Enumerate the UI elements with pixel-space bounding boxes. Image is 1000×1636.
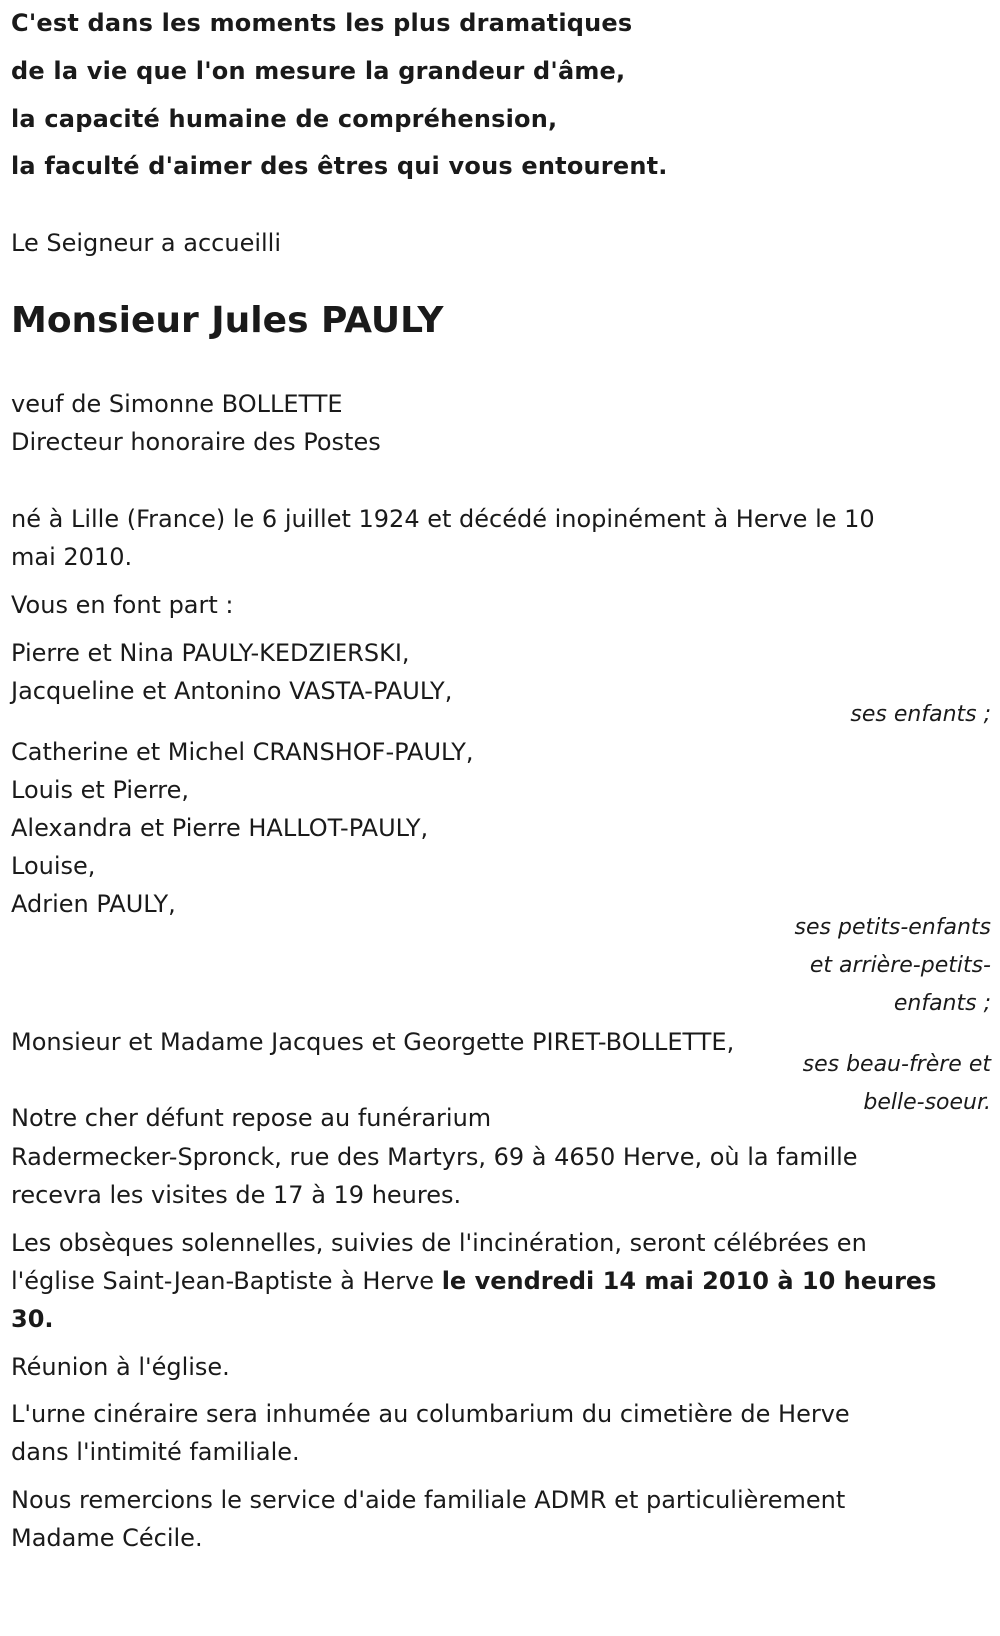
- urn-line-2: dans l'intimité familiale.: [11, 1438, 300, 1466]
- relation-children: ses enfants ;: [850, 702, 991, 727]
- funerarium-line-3: recevra les visites de 17 à 19 heures.: [11, 1181, 462, 1209]
- relation-grandchildren-line-3: enfants ;: [893, 991, 991, 1016]
- funerarium-line-1: Notre cher défunt repose au funérarium: [11, 1104, 492, 1132]
- quote-line-2: de la vie que l'on mesure la grandeur d'âme,: [11, 57, 626, 85]
- family-member: Alexandra et Pierre HALLOT-PAULY,: [11, 814, 429, 842]
- funeral-line-3: [11, 1304, 54, 1334]
- funeral-church: l'église Saint-Jean-Baptiste à Herve: [11, 1267, 442, 1295]
- quote-line-1: C'est dans les moments les plus dramatiques: [11, 9, 633, 37]
- family-member: Jacqueline et Antonino VASTA-PAULY,: [11, 677, 453, 705]
- funeral-date: le vendredi 14 mai 2010 à 10 heures: [441, 1267, 937, 1295]
- relation-grandchildren-line-2: et arrière-petits-: [809, 953, 991, 978]
- intro-text: Le Seigneur a accueilli: [11, 229, 282, 257]
- birth-death-line-1: né à Lille (France) le 6 juillet 1924 et décédé inopinément à Herve le 10: [11, 505, 875, 533]
- birth-death-line-2: mai 2010.: [11, 543, 133, 571]
- thanks-line-2: Madame Cécile.: [11, 1524, 203, 1552]
- deceased-name: Monsieur Jules PAULY: [11, 300, 444, 341]
- family-member: Louis et Pierre,: [11, 776, 190, 804]
- family-member: Louise,: [11, 852, 96, 880]
- family-member: Monsieur et Madame Jacques et Georgette PIRET-BOLLETTE,: [11, 1028, 735, 1056]
- urn-line-1: L'urne cinéraire sera inhumée au columbarium du cimetière de Herve: [11, 1400, 850, 1428]
- quote-line-4: la faculté d'aimer des êtres qui vous entourent.: [11, 152, 668, 180]
- family-member: Catherine et Michel CRANSHOF-PAULY,: [11, 738, 474, 766]
- professional-title: Directeur honoraire des Postes: [11, 428, 381, 456]
- funerarium-line-2: Radermecker-Spronck, rue des Martyrs, 69 à 4650 Herve, où la famille: [11, 1143, 858, 1171]
- announcement: Vous en font part :: [11, 591, 234, 619]
- quote-line-3: la capacité humaine de compréhension,: [11, 105, 558, 133]
- thanks-line-1: Nous remercions le service d'aide familiale ADMR et particulièrement: [11, 1486, 846, 1514]
- family-member: Adrien PAULY,: [11, 890, 176, 918]
- funeral-time: 30.: [11, 1305, 54, 1333]
- family-member: Pierre et Nina PAULY-KEDZIERSKI,: [11, 639, 410, 667]
- funeral-line-1: Les obsèques solennelles, suivies de l'incinération, seront célébrées en: [11, 1229, 867, 1257]
- obituary-notice: [11, 0, 991, 1636]
- relation-in-laws-line-2: belle-soeur.: [863, 1090, 991, 1115]
- meeting-place: Réunion à l'église.: [11, 1353, 230, 1381]
- widower-of: veuf de Simonne BOLLETTE: [11, 390, 343, 418]
- relation-in-laws-line-1: ses beau-frère et: [802, 1052, 991, 1077]
- relation-grandchildren-line-1: ses petits-enfants: [794, 915, 991, 940]
- funeral-line-2: [11, 1266, 936, 1296]
